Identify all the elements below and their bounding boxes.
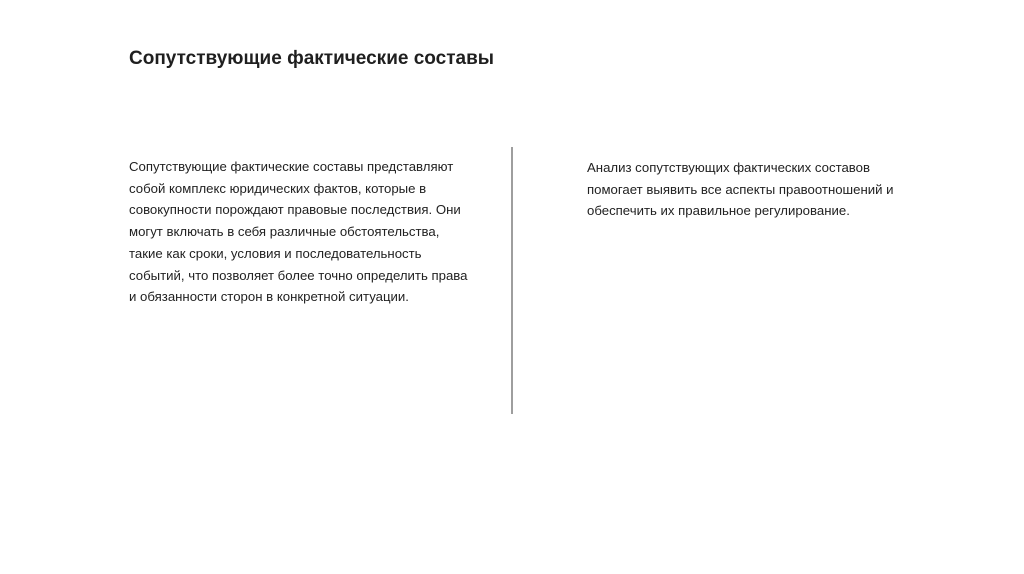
right-column-text: Анализ сопутствующих фактических составов помогает выявить все аспекты правоотношений и обеспечить их правильное регулирование. [587, 160, 894, 219]
slide-title: Сопутствующие фактические составы [129, 48, 494, 69]
column-divider [511, 147, 513, 414]
left-column-text: Сопутствующие фактические составы представляют собой комплекс юридических фактов, которые в совокупности порождают правовые последствия. Они могут включать в себя различные обстоятельства, такие как сроки, условия и последовательность событий, что позволяет более точно определить права и обязанности сторон в конкретной ситуации. [129, 159, 468, 305]
